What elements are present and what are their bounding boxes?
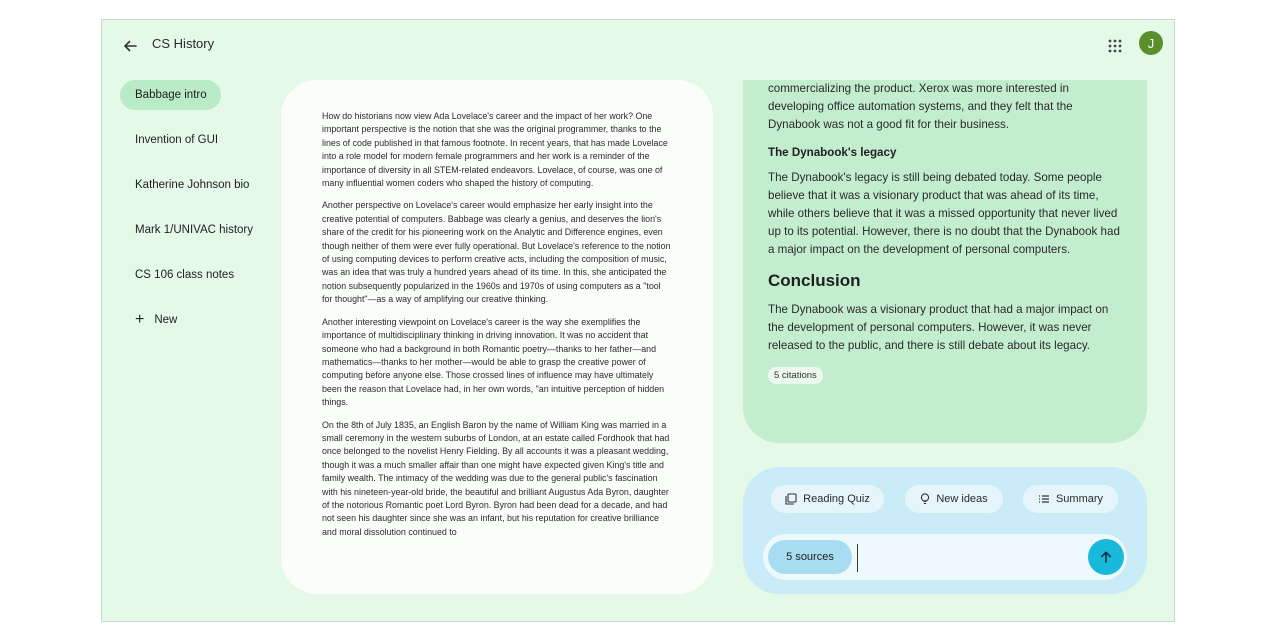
apps-grid-icon bbox=[1108, 39, 1122, 53]
app-window bbox=[101, 19, 1175, 622]
arrow-back-icon bbox=[122, 38, 138, 54]
apps-button[interactable] bbox=[1104, 35, 1126, 57]
back-button[interactable] bbox=[118, 34, 142, 58]
new-ideas-label: New ideas bbox=[936, 493, 988, 505]
legacy-text: The Dynabook's legacy is still being debated today. Some people believe that it was a visionary product that was ahead of its time, while others believe that it was a missed opportunity that never lived up to its potential. However, there is no doubt that the Dynabook had a major impact on the development of personal computers. bbox=[768, 171, 1120, 256]
citations-chip[interactable]: 5 citations bbox=[768, 367, 823, 384]
reading-quiz-button[interactable] bbox=[771, 485, 884, 513]
sidebar-item-cs106-class-notes[interactable]: CS 106 class notes bbox=[135, 269, 235, 281]
conclusion-heading: Conclusion bbox=[768, 271, 861, 290]
new-note-label: New bbox=[154, 314, 178, 326]
sidebar-item-katherine-johnson-bio[interactable]: Katherine Johnson bio bbox=[135, 179, 250, 191]
prompt-input[interactable] bbox=[857, 544, 1084, 572]
summary-intro-text: commercializing the product. Xerox was more interested in developing office automation systems, and they felt that the Dynabook was not a good fit for their business. bbox=[768, 82, 1073, 131]
document-panel[interactable] bbox=[281, 80, 713, 594]
summary-label: Summary bbox=[1055, 493, 1104, 505]
document-paragraph: Another interesting viewpoint on Lovelace's career is the way she exemplifies the importance of multidisciplinary thinking in driving innovation. It was no accident that someone who had a background in both Romantic poetry—thanks to her father—and mathematics—thanks to her mother—would be able to grasp the creative power of computing before anyone else. Those crossed lines of influence may have ultimately been the reason that Lovelace had, in her own words, "an intuitive perception of hidden things. bbox=[322, 316, 665, 408]
sidebar-item-babbage-intro[interactable]: Babbage intro bbox=[120, 80, 221, 110]
top-bar bbox=[102, 20, 1174, 70]
sidebar-item-mark1-univac-history[interactable]: Mark 1/UNIVAC history bbox=[135, 224, 254, 236]
document-paragraph: How do historians now view Ada Lovelace's career and the impact of her work? One important perspective is the notion that she was the original programmer, thanks to the lines of code published in that famous footnote. In recent years, that has made Lovelace into a role model for modern female programmers and her work is a reminder of the importance of diversity in all STEM-related endeavors. Lovelace, of course, was one of many influential women coders who shaped the history of computing. bbox=[322, 111, 668, 189]
reading-quiz-label: Reading Quiz bbox=[803, 493, 870, 505]
send-button[interactable] bbox=[1088, 539, 1124, 575]
sidebar-item-invention-of-gui[interactable]: Invention of GUI bbox=[135, 134, 219, 146]
arrow-up-icon bbox=[1099, 550, 1113, 564]
list-icon bbox=[1038, 494, 1050, 504]
legacy-heading: The Dynabook's legacy bbox=[768, 146, 897, 159]
document-paragraph: On the 8th of July 1835, an English Baron by the name of William King was married in a small ceremony in the western suburbs of London, at an estate called Fordhook that had once belonged to the novelist Henry Fielding. By all accounts it was a pleasant wedding, though it was a much smaller affair than one might have expected given King's title and family wealth. The intimacy of the wedding was due to the general public's fascination with his nineteen-year-old bride, the beautiful and brilliant Augustus Ada Byron, daughter of the notorious Romantic poet Lord Byron. Byron had been dead for a decade, and had not seen his daughter since she was an infant, but his reputation for creative brilliance and moral dissolution continued to bbox=[322, 419, 670, 537]
summary-card[interactable] bbox=[743, 80, 1147, 443]
lightbulb-icon bbox=[920, 493, 930, 505]
page-title: CS History bbox=[152, 36, 215, 51]
document-paragraph: Another perspective on Lovelace's career would emphasize her early insight into the creative potential of computers. Babbage was clearly a genius, and deserves the lion's share of the credit for his pioneering work on the Analytic and Difference engines, even though neither of them were ever fully operational. But Lovelace's reference to the notion of using computing devices to perform creative acts, including the composition of music, was an idea that was truly a hundred years ahead of its time. In this, she anticipated the notion subsequently popularized in the 1960s and 1970s of using computers as a "tool for thought"—as a way of amplifying our creative thinking. bbox=[322, 200, 671, 305]
composer-panel bbox=[743, 467, 1147, 594]
sidebar bbox=[120, 80, 280, 350]
summary-button[interactable] bbox=[1023, 485, 1118, 513]
new-note-button[interactable] bbox=[120, 305, 280, 335]
avatar[interactable]: J bbox=[1139, 31, 1163, 55]
conclusion-text: The Dynabook was a visionary product that had a major impact on the development of personal computers. However, it was never released to the public, and there is still debate about its legacy. bbox=[768, 303, 1109, 352]
new-ideas-button[interactable] bbox=[905, 485, 1003, 513]
plus-icon: + bbox=[135, 311, 145, 328]
quiz-cards-icon bbox=[785, 493, 797, 505]
prompt-input-box bbox=[763, 534, 1127, 580]
sources-chip[interactable]: 5 sources bbox=[768, 540, 852, 574]
